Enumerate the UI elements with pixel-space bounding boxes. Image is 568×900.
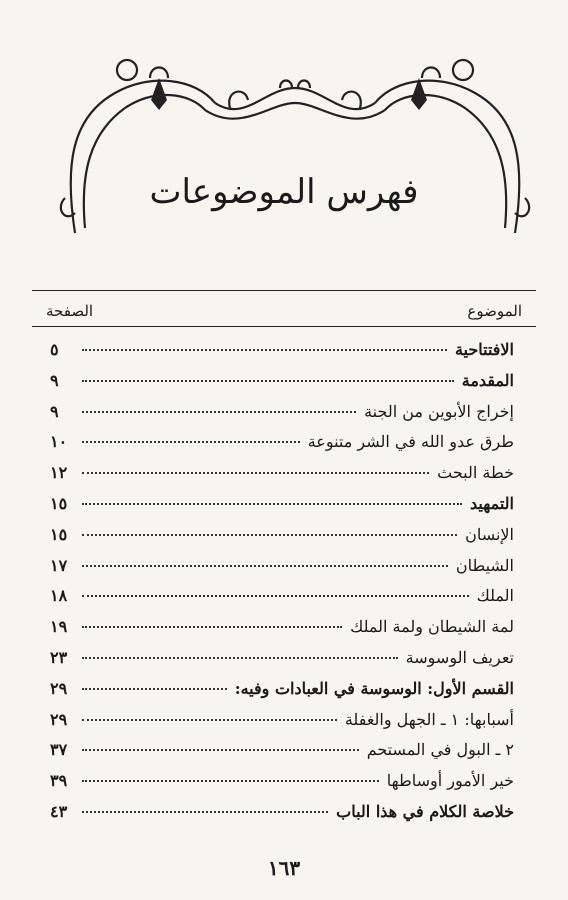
dot-leader (82, 811, 328, 813)
toc-entry (50, 371, 514, 402)
dot-leader (82, 595, 469, 597)
dot-leader (82, 780, 379, 782)
toc-entry-page: ١٥ (50, 493, 68, 513)
toc-entry-title: لمة الشيطان ولمة الملك (350, 617, 514, 637)
dot-leader (82, 472, 429, 474)
toc-entry-page: ٣٧ (50, 740, 68, 760)
toc-entry-title: ٢ ـ البول في المستحم (366, 740, 514, 760)
toc-entry (50, 402, 514, 433)
toc-entry-title: القسم الأول: الوسوسة في العبادات وفيه: (234, 678, 514, 698)
toc-entry-page: ١٨ (50, 586, 68, 606)
toc-entry-title: الملك (476, 586, 514, 606)
toc-entry (50, 432, 514, 463)
toc-entry-title: تعريف الوسوسة (405, 647, 514, 667)
toc-entry-page: ٤٣ (50, 801, 68, 821)
toc-entry-page: ١٩ (50, 617, 68, 637)
toc-entry-page: ٣٩ (50, 771, 68, 791)
toc-entry (50, 494, 514, 525)
toc-entry-title: الافتتاحية (454, 340, 514, 359)
toc-entry-title: أسبابها: ١ ـ الجهل والغفلة (344, 709, 514, 729)
dot-leader (82, 441, 300, 443)
toc-header (32, 292, 536, 320)
dot-leader (82, 749, 359, 751)
page-title: فهرس الموضوعات (149, 172, 419, 212)
dot-leader (82, 534, 457, 536)
dot-leader (82, 688, 227, 690)
toc-entry-page: ١٥ (50, 524, 68, 544)
dot-leader (82, 626, 342, 628)
toc-entry-page: ١٠ (50, 432, 68, 452)
toc-entry (50, 340, 514, 371)
page-number: ١٦٣ (267, 856, 301, 880)
toc-entry-page: ١٧ (50, 555, 68, 575)
toc-entry-page: ١٢ (50, 463, 68, 483)
toc-entry-title: إخراج الأبوين من الجنة (364, 401, 514, 421)
toc-entry-page: ٥ (50, 340, 59, 359)
dot-leader (82, 719, 337, 721)
toc-entry-title: المقدمة (461, 370, 514, 390)
topic-column-header: الموضوع (467, 302, 522, 320)
table-of-contents (50, 340, 514, 833)
toc-entry (50, 463, 514, 494)
dot-leader (82, 565, 448, 567)
decorative-frame-ornament (55, 48, 535, 248)
toc-entry (50, 648, 514, 679)
dot-leader (82, 503, 462, 505)
toc-entry (50, 556, 514, 587)
toc-entry-page: ٢٩ (50, 678, 68, 698)
toc-entry (50, 710, 514, 741)
toc-entry (50, 586, 514, 617)
toc-entry (50, 771, 514, 802)
toc-entry-title: خطة البحث (437, 463, 514, 483)
toc-entry-title: خير الأمور أوساطها (386, 771, 514, 791)
page-column-header: الصفحة (46, 302, 94, 320)
toc-entry (50, 617, 514, 648)
toc-entry-page: ٩ (50, 401, 59, 421)
toc-entry (50, 679, 514, 710)
toc-entry-title: التمهيد (470, 493, 514, 513)
toc-entry-title: طرق عدو الله في الشر متنوعة (307, 432, 514, 452)
toc-entry-title: الإنسان (465, 524, 514, 544)
toc-entry-page: ٢٣ (50, 647, 68, 667)
dot-leader (82, 657, 398, 659)
header-top-rule (32, 290, 536, 291)
dot-leader (82, 411, 356, 413)
header-bottom-rule (32, 326, 536, 327)
toc-entry-page: ٩ (50, 370, 59, 390)
toc-entry-title: الشيطان (455, 555, 514, 575)
toc-entry-page: ٢٩ (50, 709, 68, 729)
dot-leader (82, 349, 447, 351)
toc-entry (50, 802, 514, 833)
toc-entry (50, 740, 514, 771)
dot-leader (82, 380, 454, 382)
toc-entry (50, 525, 514, 556)
toc-entry-title: خلاصة الكلام في هذا الباب (336, 801, 514, 821)
